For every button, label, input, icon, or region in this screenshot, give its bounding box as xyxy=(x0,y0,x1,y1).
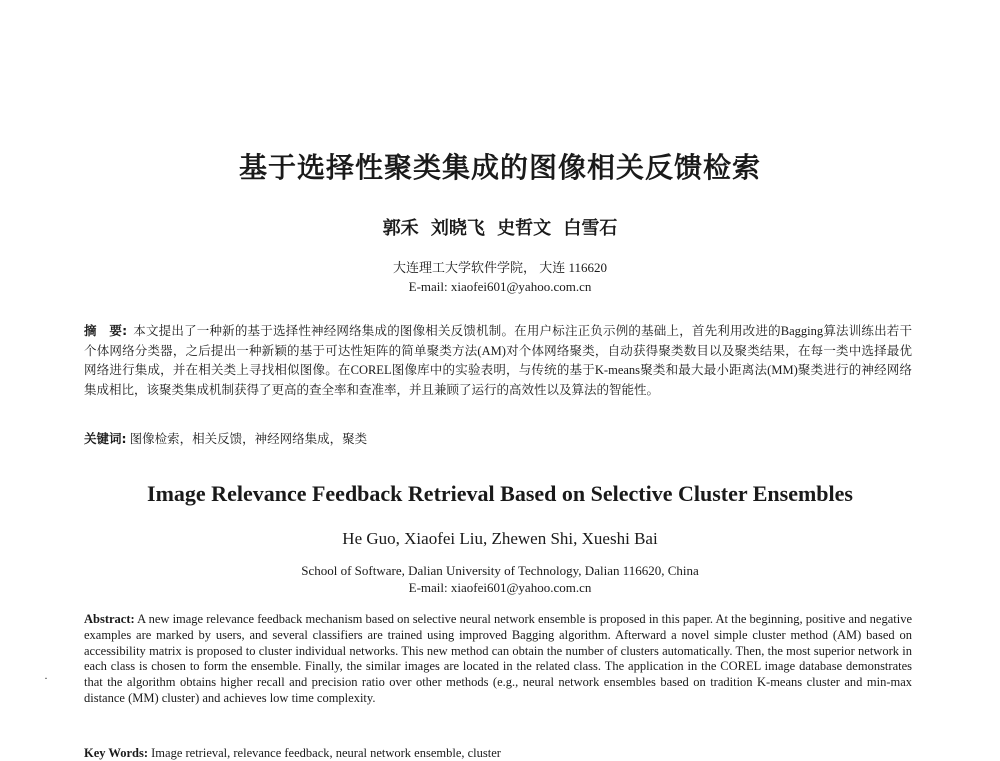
english-keywords-label: Key Words: xyxy=(84,746,149,760)
margin-mark: · xyxy=(44,671,48,685)
english-abstract-text: A new image relevance feedback mechanism based on selective neural network ensemble is proposed in this paper. At the beginning, positive and negative examples are marked by users, and several classifiers are trained using improved Bagging algorithm. Afterward a novel simple cluster method (AM) based on accessibility matrix is proposed to cluster individual networks. This new method can obtain the number of clusters automatically. Then, the most superior network in each class is chosen to form the ensemble. Finally, the similar images are located in the related class. The application in the COREL image database demonstrates that the algorithm obtains higher recall and precision ratio over other methods (e.g., neural network ensembles based on tradition K-means cluster and min-max distance (MM) cluster) and achieves low time complexity. xyxy=(84,612,913,705)
chinese-abstract xyxy=(84,321,912,400)
english-keywords xyxy=(84,746,912,761)
chinese-abstract-text: 本文提出了一种新的基于选择性神经网络集成的图像相关反馈机制。在用户标注正负示例的基础上，首先利用改进的Bagging算法训练出若干个体网络分类器，之后提出一种新颖的基于可达性矩阵的简单聚类方法(AM)对个体网络聚类，自动获得聚类数目以及聚类结果，在每一类中选择最优网络进行集成，并在相关类上寻找相似图像。在COREL图像库中的实验表明，与传统的基于K-means聚类和最大最小距离法(MM)聚类进行的神经网络集成相比，该聚类集成机制获得了更高的查全率和查准率，并且兼顾了运行的高效性以及算法的智能性。 xyxy=(84,324,912,397)
english-title: Image Relevance Feedback Retrieval Based on Selective Cluster Ensembles xyxy=(147,481,853,506)
chinese-keywords xyxy=(84,429,912,449)
chinese-keywords-label: 关键词: xyxy=(84,431,127,446)
english-affiliation-block xyxy=(0,562,1000,596)
english-keywords-text: Image retrieval, relevance feedback, neural network ensemble, cluster xyxy=(151,746,501,760)
chinese-keywords-text: 图像检索，相关反馈，神经网络集成，聚类 xyxy=(129,432,368,446)
chinese-abstract-label: 摘 要: xyxy=(84,323,128,338)
chinese-authors: 郭禾 刘晓飞 史哲文 白雪石 xyxy=(382,218,618,239)
english-abstract-label: Abstract: xyxy=(84,612,135,626)
chinese-title: 基于选择性聚类集成的图像相关反馈检索 xyxy=(238,151,761,184)
english-affiliation: School of Software, Dalian University of Technology, Dalian 116620, China xyxy=(301,563,699,578)
chinese-affiliation-block xyxy=(0,258,1000,296)
english-authors: He Guo, Xiaofei Liu, Zhewen Shi, Xueshi Bai xyxy=(342,529,658,548)
english-email: E-mail: xiaofei601@yahoo.com.cn xyxy=(408,580,592,595)
english-abstract xyxy=(84,612,912,707)
chinese-affiliation: 大连理工大学软件学院， 大连 116620 xyxy=(392,260,608,275)
chinese-email: E-mail: xiaofei601@yahoo.com.cn xyxy=(408,279,592,294)
